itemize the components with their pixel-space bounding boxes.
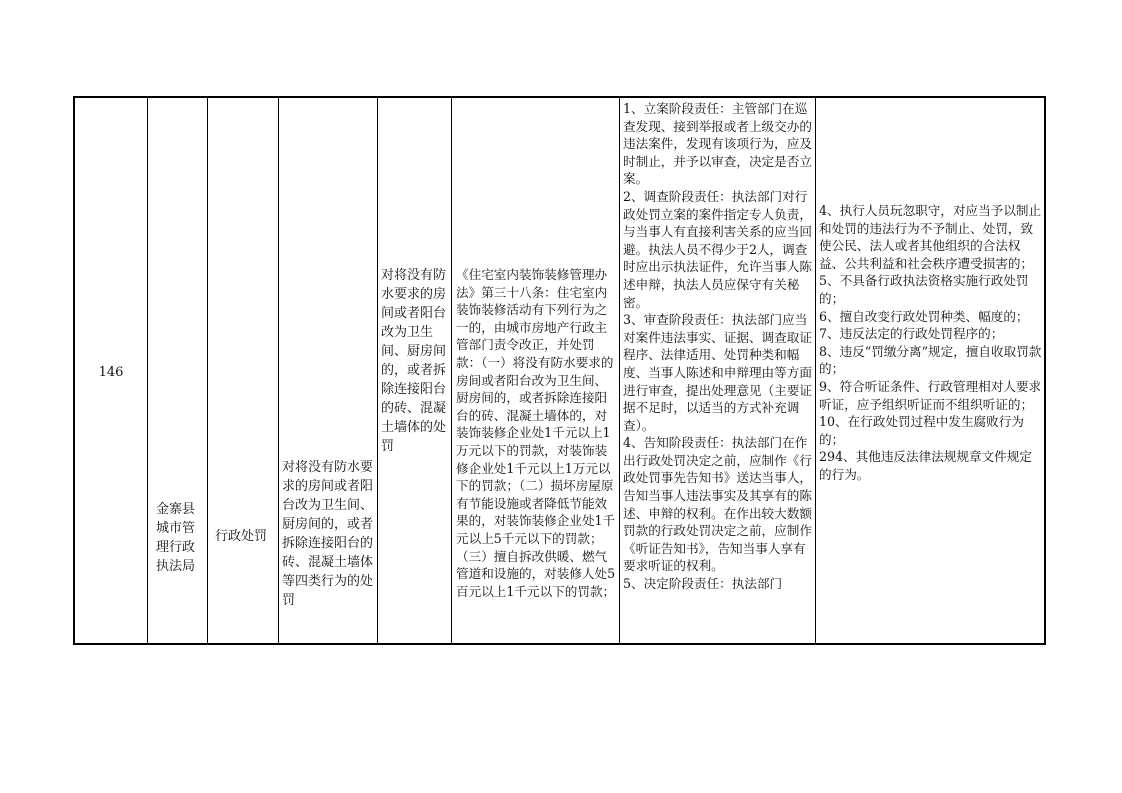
sub-item-name: 对将没有防水要求的房间或者阳台改为卫生间、厨房间的，或者拆除连接阳台的砖、混凝土墙体的处罚 <box>381 268 447 454</box>
sub-item-cell <box>378 98 452 645</box>
department-cell <box>148 98 208 645</box>
row-number: 146 <box>98 365 124 380</box>
table-row <box>73 96 1046 645</box>
power-type-cell <box>208 98 279 645</box>
department-name: 金寨县城市管理行政执法局 <box>156 502 196 574</box>
item-name: 对将没有防水要求的房间或者阳台改为卫生间、厨房间的，或者拆除连接阳台的砖、混凝土墙体等四类行为的处罚 <box>282 460 374 608</box>
number-cell <box>75 98 148 645</box>
legal-basis: 《住宅室内装饰装修管理办法》第三十八条：住宅室内装饰装修活动有下列行为之一的，由城市房地产行政主管部门责令改正，并处罚款：（一）将没有防水要求的房间或者阳台改为卫生间、厨房间的，或者拆除连接阳台的砖、混凝土墙体的，对装饰装修企业处1千元以上1万元以下的罚款，对装饰装修企业处1千元以上1万元以下的罚款；（二）损坏房屋原有节能设施或者降低节能效果的，对装饰装修企业处1千元以上5千元以下的罚款；（三）擅自拆改供暖、燃气管道和设施的，对装修人处5百元以上1千元以下的罚款； <box>456 267 616 599</box>
responsibility-cell <box>620 98 816 645</box>
responsibility-text: 1、立案阶段责任：主管部门在巡查发现、接到举报或者上级交办的违法案件，发现有该项行为，应及时制止，并予以审查，决定是否立案。 2、调查阶段责任：执法部门对行政处罚立案的案件指定专人负责，与当事人有直接利害关系的应当回避。执法人员不得少于2人，调查时应出示执法证件，允许当事人陈述申辩，执法人员应保守有关秘密。 3、审查阶段责任：执法部门应当对案件违法事实、证据、调查取证程序、法律适用、处罚种类和幅度、当事人陈述和申辩理由等方面进行审查，提出处理意见（主要证据不足时，以适当的方式补充调查）。 4、告知阶段责任：执法部门在作出行政处罚决定之前，应制作《行政处罚事先告知书》送达当事人，告知当事人违法事实及其享有的陈述、申辩的权利。在作出较大数额罚款的行政处罚决定之前，应制作《听证告知书》，告知当事人享有要求听证的权利。 5、决定阶段责任：执法部门 <box>623 101 812 592</box>
power-type: 行政处罚 <box>215 529 268 544</box>
accountability-text: 4、执行人员玩忽职守，对应当予以制止和处罚的违法行为不予制止、处罚，致使公民、法人或者其他组织的合法权益、公共利益和社会秩序遭受损害的； 5、不具备行政执法资格实施行政处罚的； 6、擅自改变行政处罚种类、幅度的； 7、违反法定的行政处罚程序的； 8、违反“罚缴分离”规定，擅自收取罚款的； 9、符合听证条件、行政管理相对人要求听证，应予组织听证而不组织听证的； 10、在行政处罚过程中发生腐败行为的； 294、其他违反法律法规规章文件规定的行为。 <box>819 203 1042 482</box>
legal-basis-cell <box>452 98 620 645</box>
item-name-cell <box>279 98 378 645</box>
accountability-cell <box>816 98 1046 645</box>
